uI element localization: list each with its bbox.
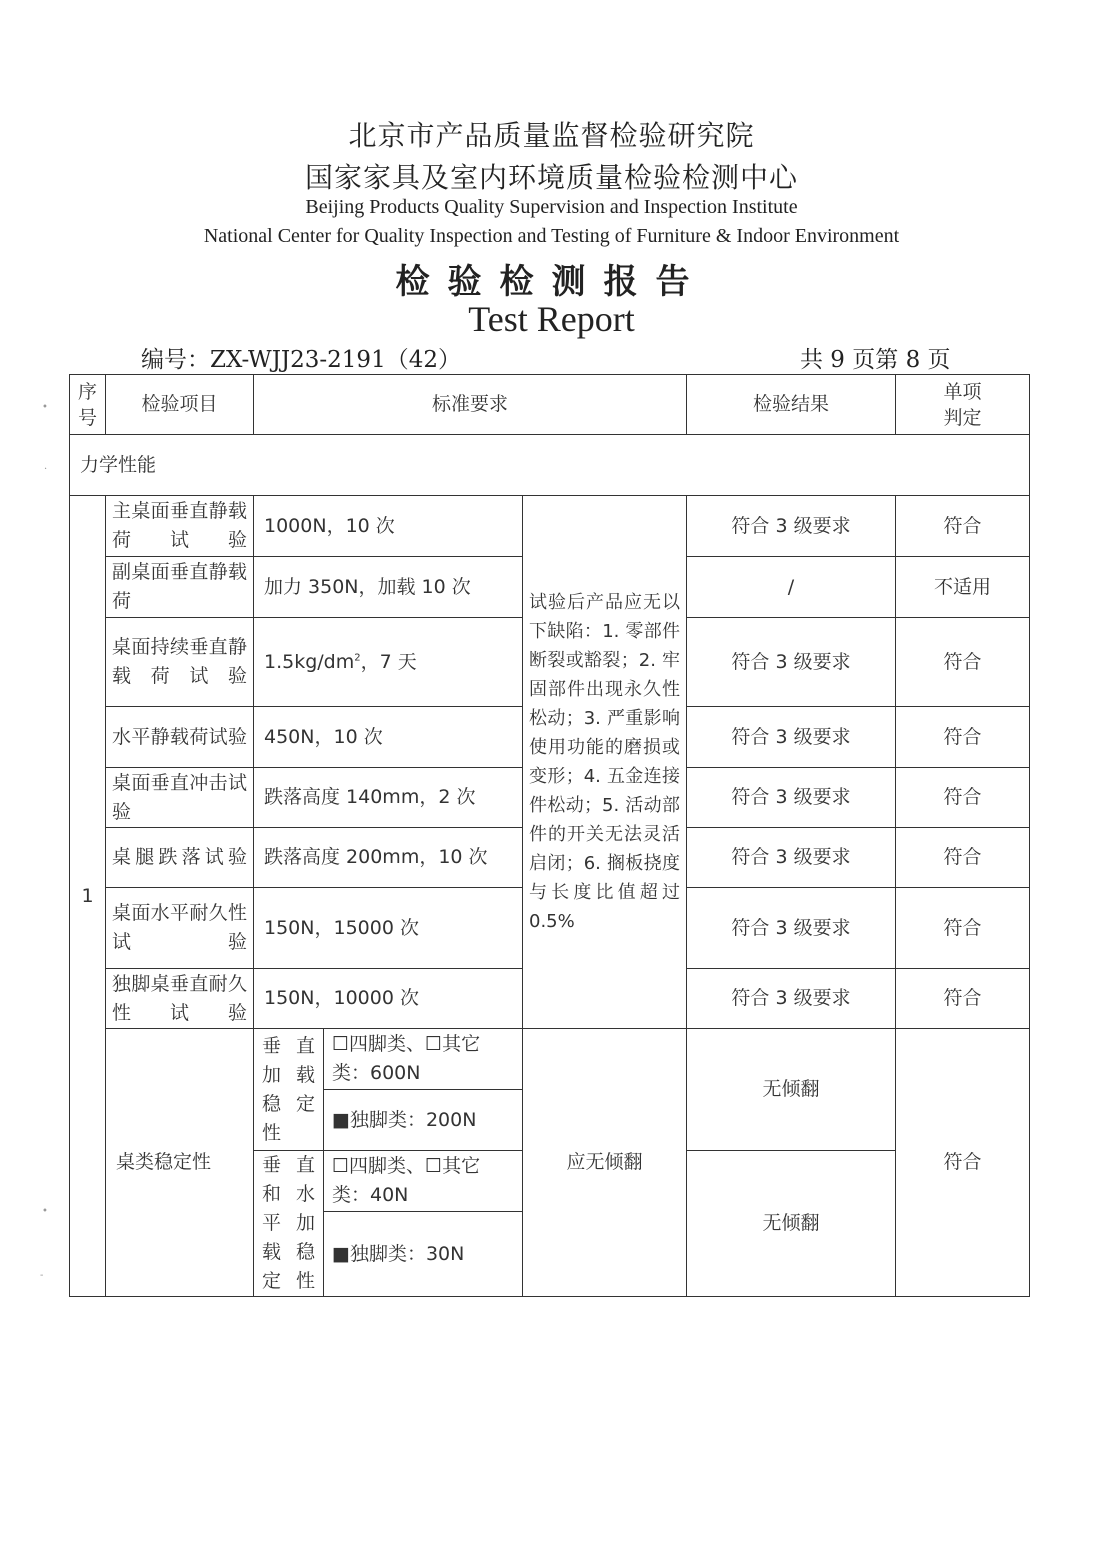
center-name-cn: 国家家具及室内环境质量检验检测中心 bbox=[304, 161, 798, 194]
condition-cell: 跌落高度 140mm，2 次 bbox=[254, 768, 523, 828]
section-row bbox=[70, 435, 1030, 496]
vertical-option-multi-leg: ☐四脚类、☐其它类：600N bbox=[324, 1029, 523, 1090]
condition-cell: 450N，10 次 bbox=[254, 707, 523, 768]
section-title: 力学性能 bbox=[70, 435, 1030, 496]
test-result-table bbox=[69, 374, 1030, 1297]
institute-name-en: Beijing Products Quality Supervision and Inspection Institute bbox=[305, 196, 798, 218]
header-seq: 序 号 bbox=[70, 375, 106, 435]
vertical-load-label: 垂直加载稳定性 bbox=[254, 1029, 324, 1151]
stability-item: 桌类稳定性 bbox=[106, 1029, 254, 1297]
header-standard: 标准要求 bbox=[254, 375, 687, 435]
stability-result-vertical: 无倾翻 bbox=[687, 1029, 896, 1151]
institute-name-cn: 北京市产品质量监督检验研究院 bbox=[348, 119, 755, 152]
item-cell: 桌腿跌落试验 bbox=[106, 828, 254, 888]
judgement-cell: 符合 bbox=[896, 888, 1030, 969]
header-result: 检验结果 bbox=[687, 375, 896, 435]
result-cell: 符合 3 级要求 bbox=[687, 828, 896, 888]
scan-mark: • bbox=[42, 1206, 48, 1217]
report-number: 编号：ZX-WJJ23-2191（42） bbox=[141, 347, 461, 373]
item-cell: 副桌面垂直静载荷 bbox=[106, 557, 254, 618]
judgement-cell: 符合 bbox=[896, 828, 1030, 888]
table-row bbox=[70, 496, 1030, 557]
condition-cell: 加力 350N，加载 10 次 bbox=[254, 557, 523, 618]
vertical-option-single-leg: ■独脚类：200N bbox=[324, 1090, 523, 1151]
item-cell: 水平静载荷试验 bbox=[106, 707, 254, 768]
stability-judgement: 符合 bbox=[896, 1029, 1030, 1297]
report-title-en: Test Report bbox=[468, 299, 635, 339]
judgement-cell: 符合 bbox=[896, 618, 1030, 707]
judgement-cell: 符合 bbox=[896, 768, 1030, 828]
item-cell: 主桌面垂直静载荷试验 bbox=[106, 496, 254, 557]
condition-cell: 150N，10000 次 bbox=[254, 969, 523, 1029]
judgement-cell: 符合 bbox=[896, 969, 1030, 1029]
header-judgement: 单项 判定 bbox=[896, 375, 1030, 435]
center-name-en: National Center for Quality Inspection and Testing of Furniture & Indoor Environment bbox=[203, 225, 900, 247]
condition-cell: $1.5kg/dm^2$，7 天 bbox=[254, 618, 523, 707]
stability-row bbox=[70, 1029, 1030, 1090]
item-cell: 桌面持续垂直静载荷试验 bbox=[106, 618, 254, 707]
group-number: 1 bbox=[70, 496, 106, 1297]
report-title-cn: 检验检测报告 bbox=[395, 262, 708, 302]
judgement-cell: 不适用 bbox=[896, 557, 1030, 618]
item-cell: 独脚桌垂直耐久性试验 bbox=[106, 969, 254, 1029]
result-cell: 符合 3 级要求 bbox=[687, 496, 896, 557]
item-cell: 桌面垂直冲击试验 bbox=[106, 768, 254, 828]
shared-requirement: 试验后产品应无以下缺陷：1. 零部件断裂或豁裂；2. 牢固部件出现永久性松动；3. 严重影响使用功能的磨损或变形；4. 五金连接件松动；5. 活动部件的开关无法灵活启闭；6. 搁板挠度与长度比值超过0.5% bbox=[523, 496, 687, 1029]
horizontal-option-single-leg: ■独脚类：30N bbox=[324, 1212, 523, 1297]
page-info: 共 9 页第 8 页 bbox=[800, 347, 951, 373]
condition-cell: 跌落高度 200mm，10 次 bbox=[254, 828, 523, 888]
result-cell: 符合 3 级要求 bbox=[687, 969, 896, 1029]
result-cell: / bbox=[687, 557, 896, 618]
scan-mark: - bbox=[40, 1270, 44, 1281]
header-item: 检验项目 bbox=[106, 375, 254, 435]
horizontal-load-label: 垂直和水平加载稳定性 bbox=[254, 1151, 324, 1297]
table-header-row bbox=[70, 375, 1030, 435]
condition-cell: 1000N，10 次 bbox=[254, 496, 523, 557]
condition-cell: 150N，15000 次 bbox=[254, 888, 523, 969]
result-cell: 符合 3 级要求 bbox=[687, 707, 896, 768]
judgement-cell: 符合 bbox=[896, 496, 1030, 557]
stability-result-horizontal: 无倾翻 bbox=[687, 1151, 896, 1297]
judgement-cell: 符合 bbox=[896, 707, 1030, 768]
result-cell: 符合 3 级要求 bbox=[687, 618, 896, 707]
stability-requirement: 应无倾翻 bbox=[523, 1029, 687, 1297]
scan-mark: • bbox=[42, 402, 48, 413]
scan-mark: · bbox=[44, 464, 48, 475]
horizontal-option-multi-leg: ☐四脚类、☐其它类：40N bbox=[324, 1151, 523, 1212]
item-cell: 桌面水平耐久性试验 bbox=[106, 888, 254, 969]
result-cell: 符合 3 级要求 bbox=[687, 888, 896, 969]
result-cell: 符合 3 级要求 bbox=[687, 768, 896, 828]
